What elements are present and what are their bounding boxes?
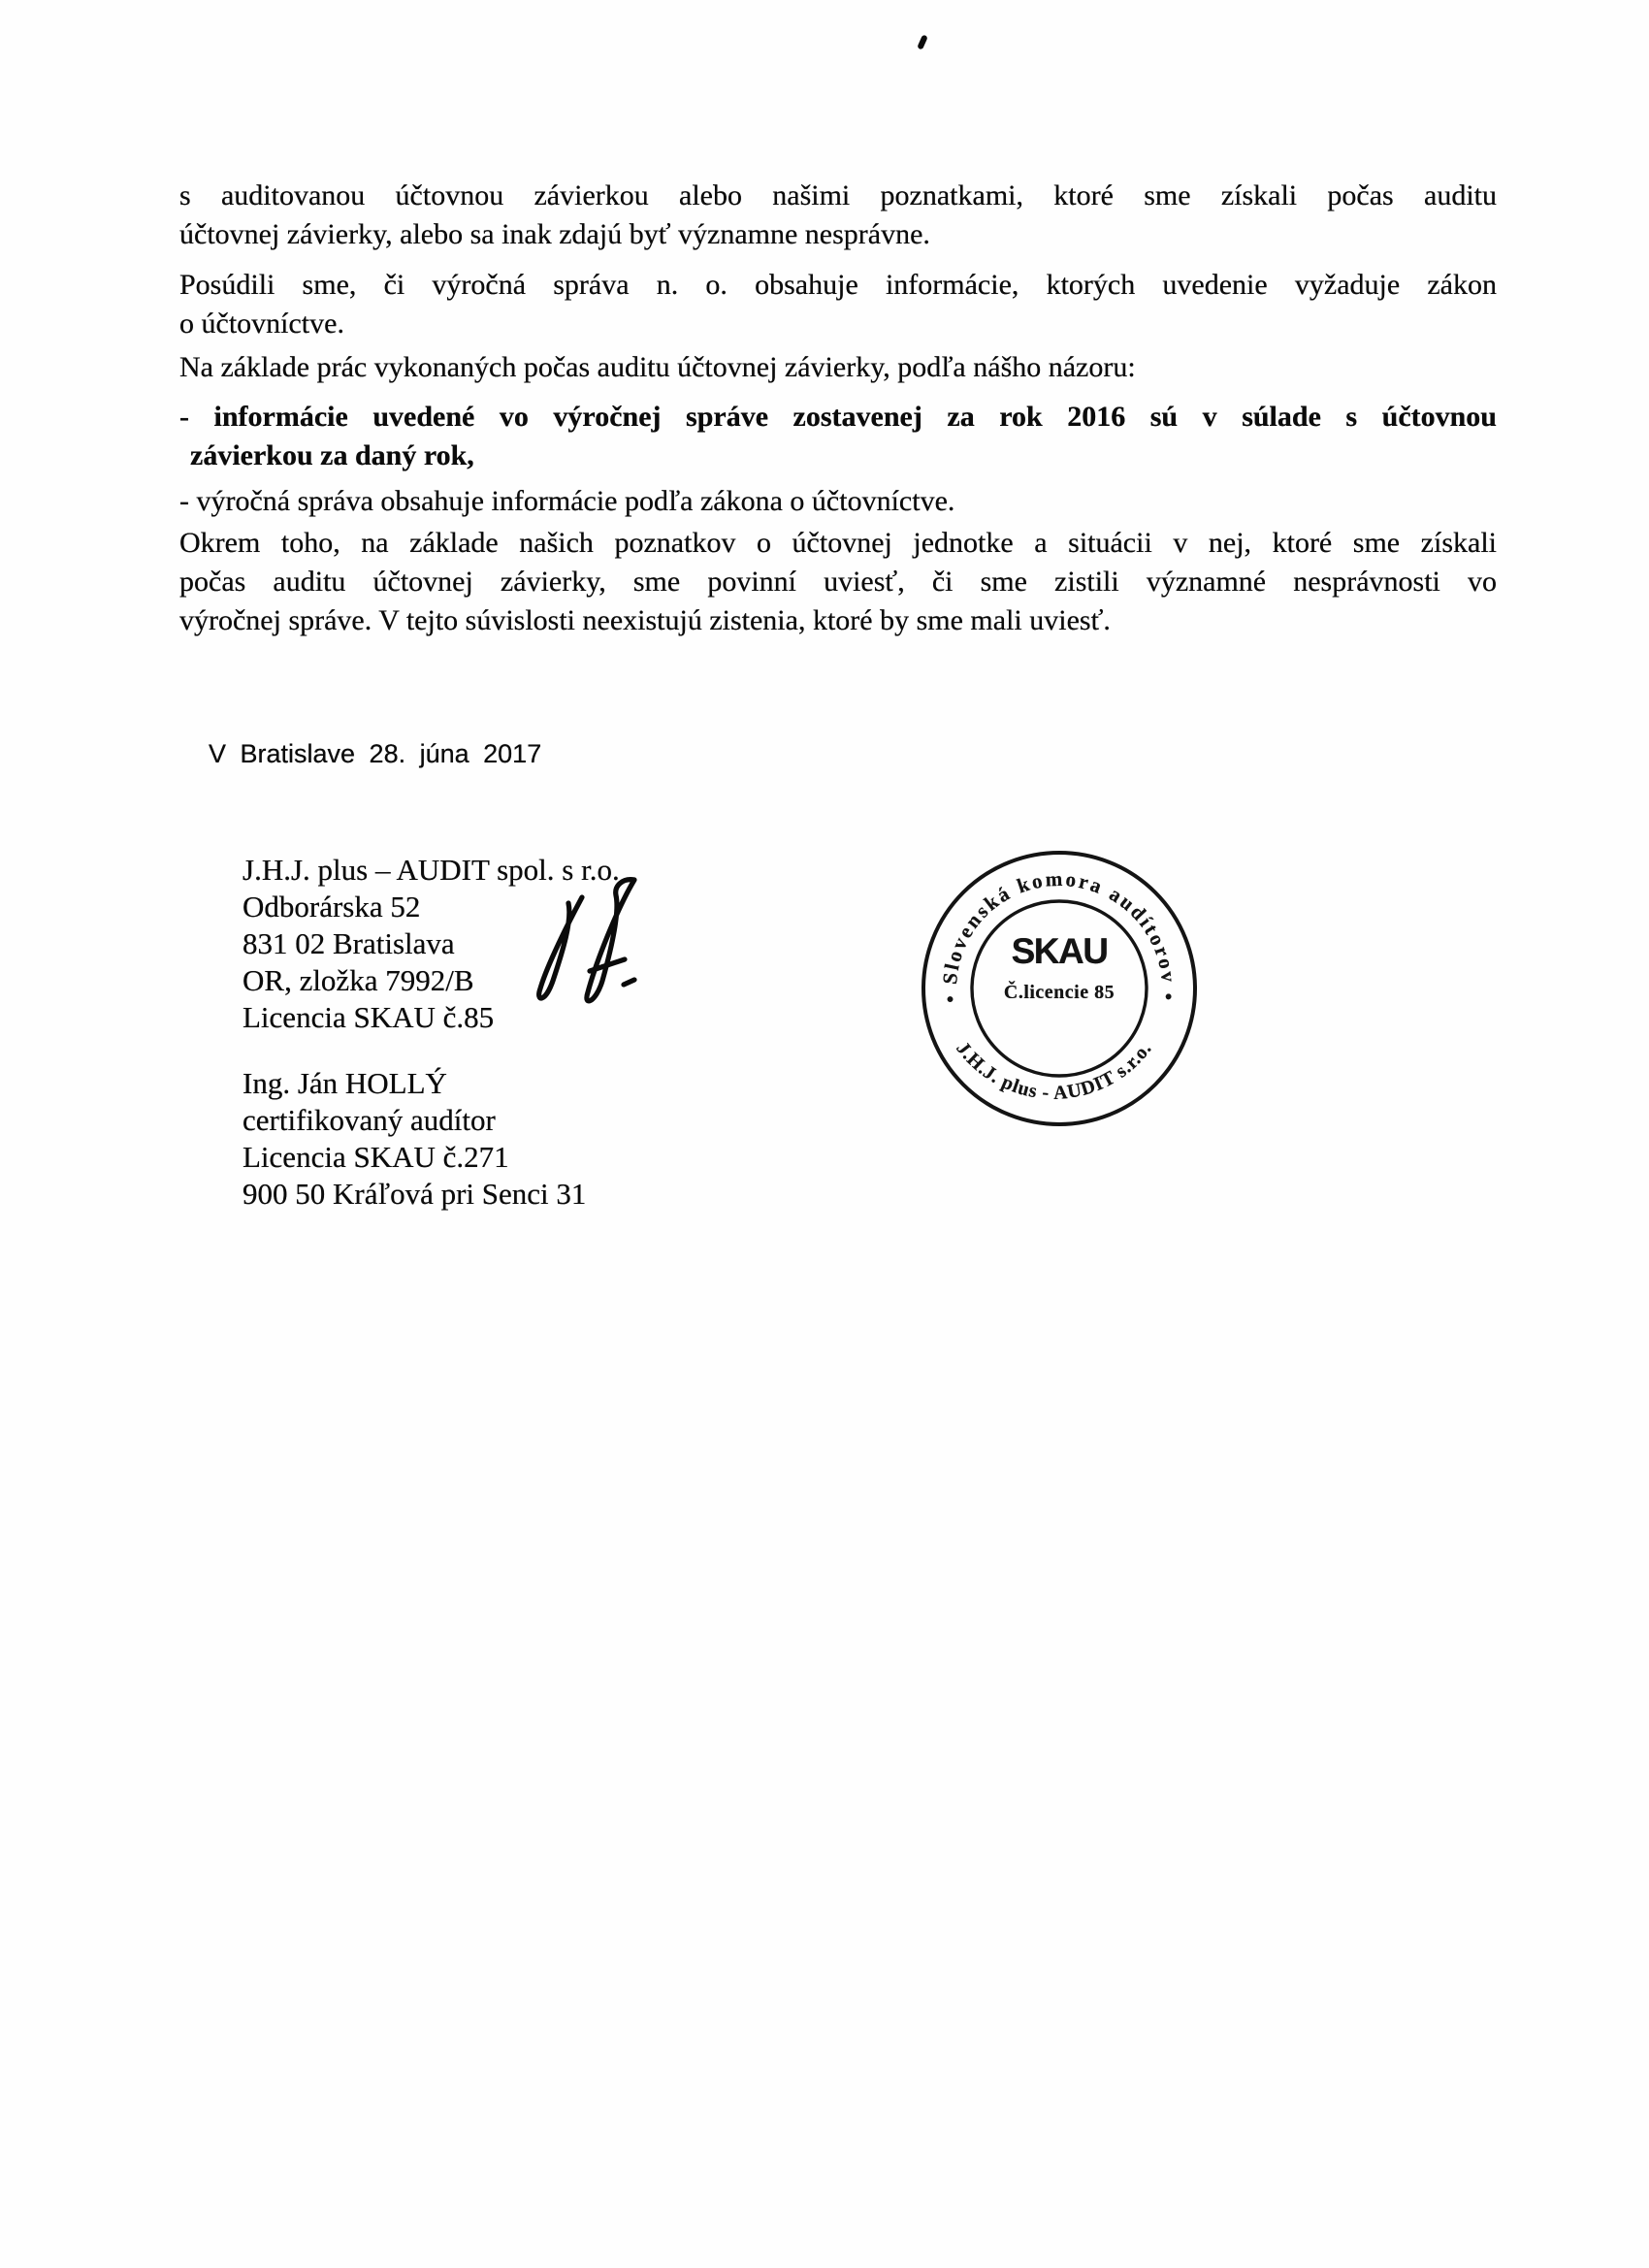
auditor-license: Licencia SKAU č.271 <box>242 1140 509 1174</box>
paragraph-line: o účtovníctve. <box>179 308 344 340</box>
signature-stroke <box>624 980 634 985</box>
auditor-title: certifikovaný audítor <box>242 1103 496 1137</box>
paragraph-line: účtovnej závierky, alebo sa inak zdajú byť významne nesprávne. <box>179 218 930 250</box>
paragraph-line: s auditovanou účtovnou závierkou alebo našimi poznatkami, ktoré sme získali počas auditu <box>179 179 1497 211</box>
date-line: V Bratislave 28. júna 2017 <box>209 739 542 768</box>
paragraph-line: závierkou za daný rok, <box>190 439 474 471</box>
stamp-license-number: Č.licencie 85 <box>1003 982 1116 1003</box>
paragraph-3 <box>179 348 1497 387</box>
paragraph-line: Na základe prác vykonaných počas auditu účtovnej závierky, podľa nášho názoru: <box>179 351 1136 383</box>
paragraph-1 <box>179 177 1497 254</box>
company-city: 831 02 Bratislava <box>242 926 455 960</box>
company-street: Odborárska 52 <box>242 890 421 923</box>
paragraph-line: - výročná správa obsahuje informácie podľa zákona o účtovníctve. <box>179 485 955 517</box>
auditor-block <box>242 1065 586 1213</box>
paragraph-4 <box>179 524 1497 640</box>
audit-stamp <box>894 824 1224 1153</box>
stamp-ring-bottom-label: J.H.J. plus - AUDIT s.r.o. <box>952 1037 1156 1104</box>
paragraph-line: výročnej správe. V tejto súvislosti neexistujú zistenia, ktoré by sme mali uviesť. <box>179 604 1111 636</box>
bullet-paragraph-1 <box>179 398 1497 475</box>
signature <box>532 876 652 1006</box>
paragraph-line: - informácie uvedené vo výročnej správe zostavenej za rok 2016 sú v súlade s účtovnou <box>179 401 1497 433</box>
scan-artifact <box>917 34 928 49</box>
stamp-acronym: SKAU <box>1011 931 1108 971</box>
auditor-name: Ing. Ján HOLLÝ <box>242 1066 447 1100</box>
paragraph-line: počas auditu účtovnej závierky, sme povinní uviesť, či sme zistili významné nesprávnosti vo <box>179 566 1497 598</box>
paragraph-line: Okrem toho, na základe našich poznatkov o účtovnej jednotke a situácii v nej, ktoré sme získali <box>179 527 1497 559</box>
auditor-address: 900 50 Kráľová pri Senci 31 <box>242 1177 587 1211</box>
paragraph-line: Posúdili sme, či výročná správa n. o. obsahuje informácie, ktorých uvedenie vyžaduje zákon <box>179 269 1497 301</box>
paragraph-2 <box>179 266 1497 343</box>
stamp-ring-top-label: • Slovenská komora audítorov • <box>937 866 1181 1004</box>
bullet-paragraph-2 <box>179 482 1497 521</box>
company-registry: OR, zložka 7992/B <box>242 963 474 997</box>
company-license: Licencia SKAU č.85 <box>242 1000 495 1034</box>
company-name: J.H.J. plus – AUDIT spol. s r.o. <box>242 853 620 887</box>
signature-stroke <box>539 897 582 998</box>
